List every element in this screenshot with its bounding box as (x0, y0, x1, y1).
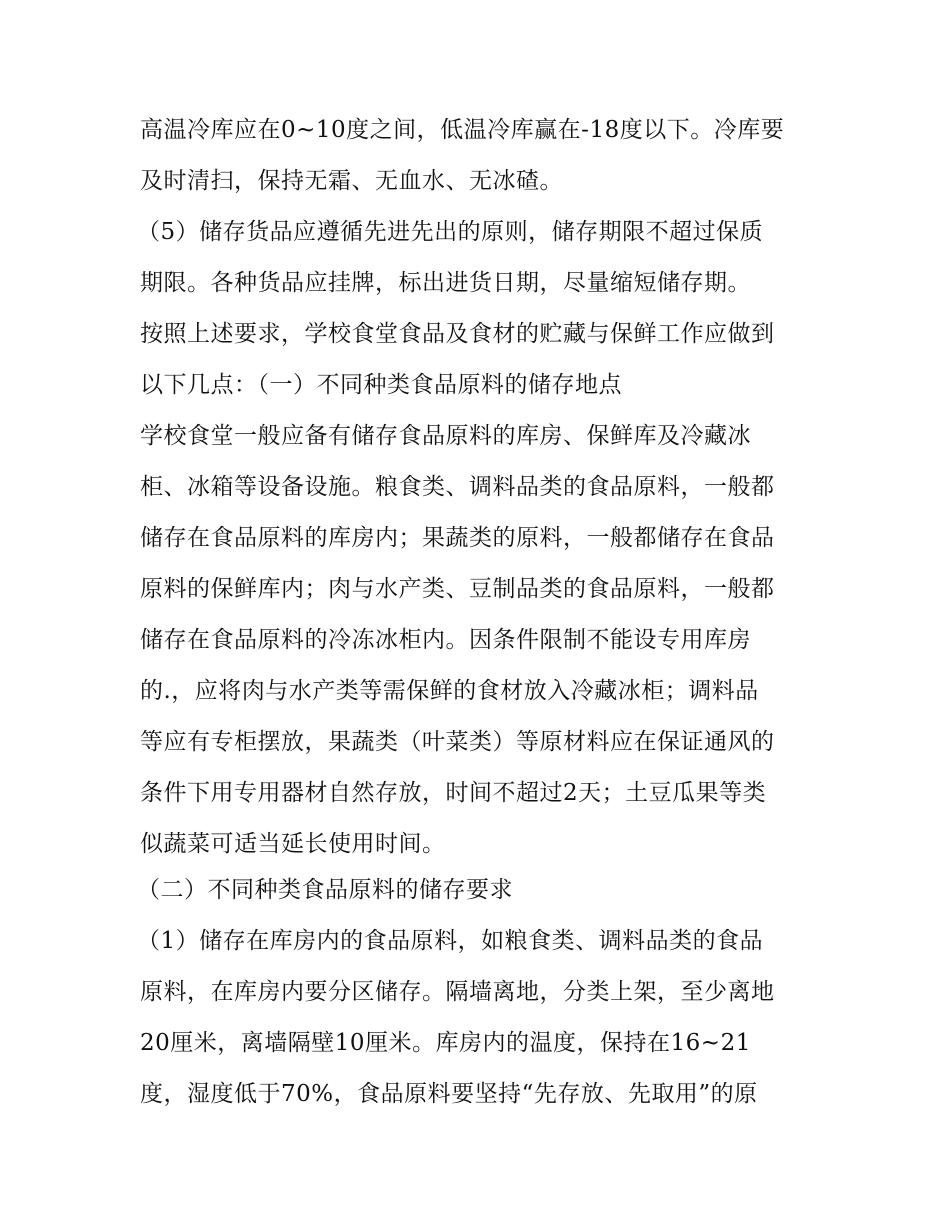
text-line: 期限。各种货品应挂牌，标出进货日期，尽量缩短储存期。 (140, 270, 751, 296)
text-line: 及时清扫，保持无霜、无血水、无冰碴。 (140, 168, 563, 194)
text-line: 储存在食品原料的冷冻冰柜内。因条件限制不能设专用库房 (140, 627, 751, 653)
text-line: （5）储存货品应遵循先进先出的原则，储存期限不超过保质 (137, 219, 764, 245)
text-line: 储存在食品原料的库房内；果蔬类的原料，一般都储存在食品 (140, 525, 775, 551)
text-line: 原料，在库房内要分区储存。隔墙离地，分类上架，至少离地 (140, 979, 775, 1005)
text-line: 以下几点：（一）不同种类食品原料的储存地点 (140, 372, 622, 398)
text-line: 的.，应将肉与水产类等需保鲜的食材放入冷藏冰柜；调料品 (140, 678, 759, 704)
text-line: 20厘米，离墙隔壁10厘米。库房内的温度，保持在16~21 (140, 1030, 751, 1056)
text-line: 学校食堂一般应备有储存食品原料的库房、保鲜库及冷藏冰 (140, 423, 751, 449)
text-line: 柜、冰箱等设备设施。粮食类、调料品类的食品原料，一般都 (140, 474, 775, 500)
section-heading: （二）不同种类食品原料的储存要求 (137, 877, 513, 903)
text-line: 度，湿度低于70%，食品原料要坚持“先存放、先取用”的原 (140, 1081, 758, 1107)
text-line: 高温冷库应在0~10度之间，低温冷库赢在-18度以下。冷库要 (140, 117, 785, 143)
text-line: 按照上述要求，学校食堂食品及食材的贮藏与保鲜工作应做到 (140, 321, 775, 347)
text-line: 等应有专柜摆放，果蔬类（叶菜类）等原材料应在保证通风的 (140, 729, 775, 755)
text-line: （1）储存在库房内的食品原料，如粮食类、调料品类的食品 (137, 928, 764, 954)
text-line: 原料的保鲜库内；肉与水产类、豆制品类的食品原料，一般都 (140, 576, 775, 602)
text-line: 条件下用专用器材自然存放，时间不超过2天；土豆瓜果等类 (140, 780, 767, 806)
text-line: 似蔬菜可适当延长使用时间。 (140, 831, 446, 857)
